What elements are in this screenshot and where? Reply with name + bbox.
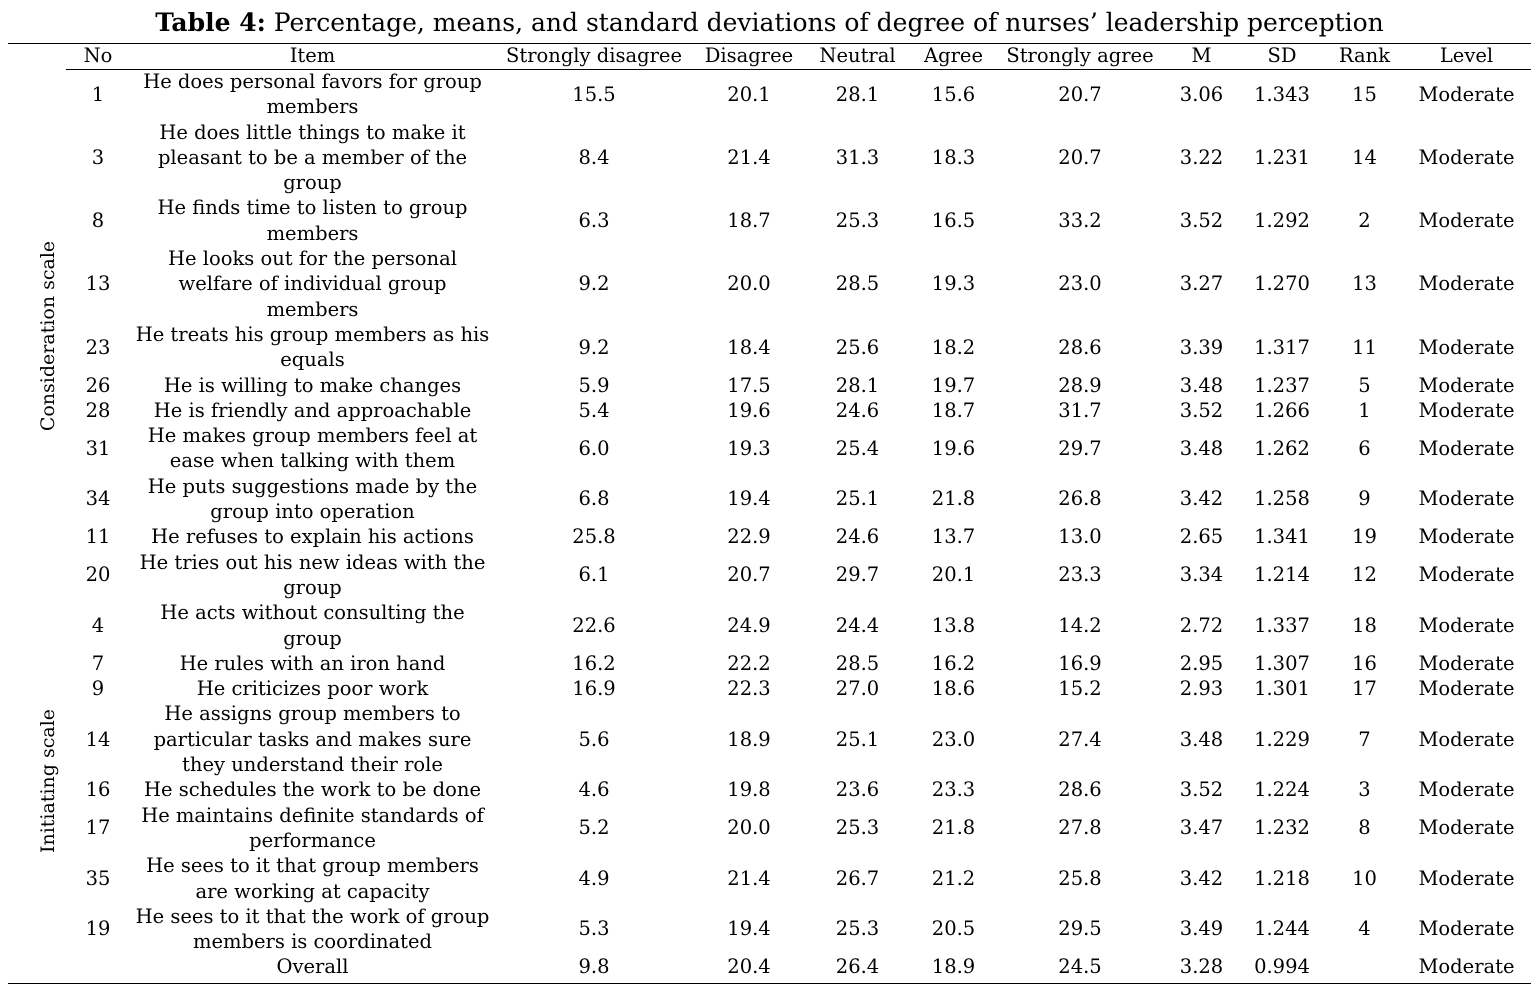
cell-sd: 1.232 xyxy=(1254,816,1310,840)
cell-no: 1 xyxy=(91,82,105,106)
cell-strongly-disagree: 6.8 xyxy=(578,487,610,511)
bottom-rule xyxy=(8,983,1531,984)
cell-mean: 2.93 xyxy=(1179,677,1224,701)
cell-agree: 21.8 xyxy=(931,487,976,511)
cell-strongly-disagree: 5.6 xyxy=(578,727,610,751)
cell-item: He is willing to make changes xyxy=(163,373,462,397)
cell-sd: 0.994 xyxy=(1254,955,1310,979)
cell-agree: 20.1 xyxy=(931,563,976,587)
cell-strongly-agree: 33.2 xyxy=(1058,209,1102,233)
cell-no: 20 xyxy=(85,563,111,587)
cell-mean: 3.06 xyxy=(1179,82,1224,106)
column-header-rank: Rank xyxy=(1338,44,1391,68)
cell-no: 17 xyxy=(85,816,111,840)
cell-item: Overall xyxy=(276,955,349,979)
cell-sd: 1.266 xyxy=(1254,398,1310,422)
cell-sd: 1.341 xyxy=(1254,525,1310,549)
table-row xyxy=(66,373,1528,398)
table-row xyxy=(66,423,1528,474)
cell-no: 34 xyxy=(85,487,111,511)
cell-rank: 19 xyxy=(1352,525,1377,549)
cell-disagree: 20.7 xyxy=(727,563,771,587)
cell-agree: 16.2 xyxy=(931,651,976,675)
cell-mean: 3.27 xyxy=(1179,272,1224,296)
cell-strongly-disagree: 16.2 xyxy=(572,651,616,675)
cell-disagree: 24.9 xyxy=(727,613,771,637)
column-header-no: No xyxy=(83,44,113,68)
cell-sd: 1.317 xyxy=(1254,335,1310,359)
cell-disagree: 18.9 xyxy=(727,727,771,751)
cell-sd: 1.244 xyxy=(1254,917,1310,941)
cell-rank: 13 xyxy=(1352,272,1377,296)
cell-no: 13 xyxy=(85,272,111,296)
cell-mean: 3.52 xyxy=(1179,778,1224,802)
cell-strongly-disagree: 5.2 xyxy=(578,816,610,840)
cell-sd: 1.343 xyxy=(1254,82,1310,106)
cell-mean: 3.42 xyxy=(1179,487,1224,511)
table-row xyxy=(66,474,1528,525)
cell-neutral: 26.7 xyxy=(835,866,880,890)
cell-mean: 3.52 xyxy=(1179,398,1224,422)
cell-strongly-agree: 28.6 xyxy=(1058,335,1102,359)
column-header-agree: Agree xyxy=(924,44,983,68)
cell-strongly-disagree: 9.2 xyxy=(578,272,610,296)
cell-strongly-disagree: 6.0 xyxy=(578,436,610,460)
cell-strongly-agree: 14.2 xyxy=(1058,613,1102,637)
cell-strongly-agree: 20.7 xyxy=(1058,145,1102,169)
cell-mean: 3.48 xyxy=(1179,436,1224,460)
cell-strongly-agree: 25.8 xyxy=(1058,866,1102,890)
cell-strongly-disagree: 4.9 xyxy=(578,866,610,890)
cell-neutral: 24.6 xyxy=(835,398,880,422)
table-row xyxy=(66,701,1528,777)
cell-rank: 18 xyxy=(1352,613,1377,637)
cell-agree: 18.9 xyxy=(931,955,976,979)
cell-level: Moderate xyxy=(1418,955,1515,979)
cell-agree: 18.3 xyxy=(931,145,976,169)
cell-neutral: 28.1 xyxy=(835,373,880,397)
cell-sd: 1.224 xyxy=(1254,778,1310,802)
header-row xyxy=(66,43,1528,69)
cell-level: Moderate xyxy=(1418,677,1515,701)
table-row xyxy=(66,777,1528,802)
cell-neutral: 24.6 xyxy=(835,525,880,549)
cell-strongly-agree: 29.5 xyxy=(1058,917,1102,941)
cell-rank: 10 xyxy=(1352,866,1377,890)
table-row xyxy=(66,853,1528,904)
cell-disagree: 19.3 xyxy=(727,436,771,460)
cell-level: Moderate xyxy=(1418,82,1515,106)
cell-item: He does personal favors for group members xyxy=(143,70,482,119)
cell-item: He puts suggestions made by the group into operation xyxy=(147,474,478,524)
cell-item: He criticizes poor work xyxy=(196,677,429,701)
cell-no: 23 xyxy=(85,335,111,359)
cell-no: 7 xyxy=(91,651,105,675)
cell-item: He maintains definite standards of performance xyxy=(141,803,484,852)
cell-rank: 16 xyxy=(1352,651,1377,675)
cell-strongly-disagree: 4.6 xyxy=(578,778,610,802)
cell-strongly-disagree: 5.9 xyxy=(578,373,610,397)
cell-mean: 3.34 xyxy=(1179,563,1224,587)
cell-strongly-disagree: 5.3 xyxy=(578,917,610,941)
cell-level: Moderate xyxy=(1418,525,1515,549)
cell-strongly-agree: 16.9 xyxy=(1058,651,1102,675)
cell-item: He treats his group members as his equals xyxy=(135,322,490,372)
cell-disagree: 18.4 xyxy=(727,335,771,359)
cell-level: Moderate xyxy=(1418,727,1515,751)
cell-agree: 23.3 xyxy=(931,778,976,802)
cell-sd: 1.258 xyxy=(1254,487,1310,511)
table-row xyxy=(66,322,1528,373)
table-caption-label: Table 4: xyxy=(155,8,266,37)
cell-rank: 3 xyxy=(1358,778,1371,802)
cell-mean: 3.28 xyxy=(1179,955,1224,979)
cell-sd: 1.231 xyxy=(1254,145,1310,169)
initiating-scale-label: Initiating scale xyxy=(37,708,59,854)
cell-strongly-disagree: 25.8 xyxy=(572,525,616,549)
cell-neutral: 25.4 xyxy=(835,436,880,460)
column-header-neutral: Neutral xyxy=(819,44,896,68)
cell-sd: 1.307 xyxy=(1254,651,1310,675)
column-header-mean: M xyxy=(1191,44,1212,68)
cell-strongly-disagree: 9.8 xyxy=(578,955,610,979)
cell-strongly-agree: 28.6 xyxy=(1058,778,1102,802)
cell-agree: 21.8 xyxy=(931,816,976,840)
cell-strongly-disagree: 22.6 xyxy=(572,613,616,637)
column-header-strongly-agree: Strongly agree xyxy=(1006,44,1154,68)
table-row xyxy=(66,246,1528,322)
cell-item: He schedules the work to be done xyxy=(143,778,481,802)
cell-disagree: 20.1 xyxy=(727,82,771,106)
cell-mean: 2.95 xyxy=(1179,651,1224,675)
cell-strongly-disagree: 6.1 xyxy=(578,563,610,587)
cell-disagree: 21.4 xyxy=(727,866,771,890)
cell-sd: 1.337 xyxy=(1254,613,1310,637)
cell-rank: 17 xyxy=(1352,677,1377,701)
cell-strongly-disagree: 15.5 xyxy=(572,82,616,106)
cell-no xyxy=(66,954,130,979)
cell-agree: 15.6 xyxy=(931,82,976,106)
cell-agree: 18.2 xyxy=(931,335,976,359)
cell-level: Moderate xyxy=(1418,563,1515,587)
cell-strongly-agree: 20.7 xyxy=(1058,82,1102,106)
cell-item: He rules with an iron hand xyxy=(179,651,446,675)
cell-neutral: 31.3 xyxy=(835,145,880,169)
cell-agree: 21.2 xyxy=(931,866,976,890)
cell-neutral: 25.3 xyxy=(835,917,880,941)
cell-no: 8 xyxy=(91,209,105,233)
cell-item: He does little things to make it pleasant to be a member of the group xyxy=(157,120,468,195)
cell-neutral: 25.6 xyxy=(835,335,880,359)
column-header-sd: SD xyxy=(1267,44,1297,68)
overall-row xyxy=(66,954,1528,979)
cell-item: He sees to it that group members are working at capacity xyxy=(146,854,479,903)
column-header-level: Level xyxy=(1439,44,1494,68)
table-row xyxy=(66,69,1528,120)
cell-agree: 18.7 xyxy=(931,398,976,422)
cell-neutral: 26.4 xyxy=(835,955,880,979)
table-row xyxy=(66,904,1528,955)
cell-agree: 16.5 xyxy=(931,209,976,233)
cell-agree: 13.7 xyxy=(931,525,976,549)
cell-rank: 1 xyxy=(1358,398,1371,422)
cell-disagree: 22.9 xyxy=(727,525,771,549)
cell-strongly-agree: 23.3 xyxy=(1058,563,1102,587)
cell-level: Moderate xyxy=(1418,651,1515,675)
column-header-disagree: Disagree xyxy=(704,44,794,68)
cell-mean: 3.49 xyxy=(1179,917,1224,941)
column-header-item: Item xyxy=(289,44,336,68)
cell-item: He makes group members feel at ease when talking with them xyxy=(147,424,478,473)
cell-no: 14 xyxy=(85,727,111,751)
cell-sd: 1.229 xyxy=(1254,727,1310,751)
cell-mean: 3.48 xyxy=(1179,727,1224,751)
cell-sd: 1.218 xyxy=(1254,866,1310,890)
cell-strongly-agree: 13.0 xyxy=(1058,525,1102,549)
cell-strongly-disagree: 5.4 xyxy=(578,398,610,422)
cell-level: Moderate xyxy=(1418,335,1515,359)
cell-neutral: 25.1 xyxy=(835,727,880,751)
cell-level: Moderate xyxy=(1418,373,1515,397)
cell-neutral: 28.5 xyxy=(835,651,880,675)
cell-mean: 3.42 xyxy=(1179,866,1224,890)
cell-level: Moderate xyxy=(1418,272,1515,296)
cell-agree: 19.6 xyxy=(931,436,976,460)
table-caption xyxy=(0,8,1539,38)
cell-item: He sees to it that the work of group members is coordinated xyxy=(135,904,490,954)
cell-item: He is friendly and approachable xyxy=(153,398,472,422)
cell-rank: 2 xyxy=(1358,209,1371,233)
cell-neutral: 29.7 xyxy=(835,563,880,587)
cell-disagree: 21.4 xyxy=(727,145,771,169)
cell-strongly-agree: 27.8 xyxy=(1058,816,1102,840)
column-header-strongly-disagree: Strongly disagree xyxy=(506,44,682,68)
cell-disagree: 20.4 xyxy=(727,955,771,979)
table-row xyxy=(66,398,1528,423)
table-row xyxy=(66,550,1528,601)
cell-strongly-agree: 28.9 xyxy=(1058,373,1102,397)
cell-neutral: 25.3 xyxy=(835,209,880,233)
cell-sd: 1.214 xyxy=(1254,563,1310,587)
cell-rank: 7 xyxy=(1358,727,1371,751)
cell-item: He tries out his new ideas with the group xyxy=(139,550,486,599)
cell-level: Moderate xyxy=(1418,917,1515,941)
cell-agree: 18.6 xyxy=(931,677,976,701)
cell-no: 16 xyxy=(85,778,111,802)
cell-agree: 19.7 xyxy=(931,373,976,397)
cell-disagree: 19.6 xyxy=(727,398,771,422)
table-row xyxy=(66,524,1528,549)
cell-neutral: 23.6 xyxy=(835,778,880,802)
cell-no: 11 xyxy=(85,525,111,549)
cell-strongly-agree: 26.8 xyxy=(1058,487,1102,511)
cell-level: Moderate xyxy=(1418,209,1515,233)
cell-strongly-agree: 24.5 xyxy=(1058,955,1102,979)
cell-strongly-disagree: 6.3 xyxy=(578,209,610,233)
leadership-perception-table xyxy=(66,43,1528,980)
table-row xyxy=(66,676,1528,701)
cell-no: 9 xyxy=(91,677,105,701)
cell-no: 26 xyxy=(85,373,111,397)
cell-sd: 1.301 xyxy=(1254,677,1310,701)
cell-no: 3 xyxy=(91,145,105,169)
cell-level: Moderate xyxy=(1418,436,1515,460)
cell-item: He looks out for the personal welfare of individual group members xyxy=(168,247,457,321)
cell-level: Moderate xyxy=(1418,778,1515,802)
cell-disagree: 22.3 xyxy=(727,677,771,701)
cell-rank: 11 xyxy=(1352,335,1377,359)
cell-no: 31 xyxy=(85,436,111,460)
cell-rank: 9 xyxy=(1358,487,1371,511)
cell-mean: 3.47 xyxy=(1179,816,1224,840)
cell-item: He acts without consulting the group xyxy=(160,601,465,650)
cell-level: Moderate xyxy=(1418,613,1515,637)
table-row xyxy=(66,600,1528,651)
cell-disagree: 19.8 xyxy=(727,778,771,802)
cell-rank: 4 xyxy=(1358,917,1371,941)
cell-mean: 2.72 xyxy=(1179,613,1224,637)
cell-rank: 5 xyxy=(1358,373,1371,397)
cell-agree: 19.3 xyxy=(931,272,976,296)
cell-strongly-agree: 15.2 xyxy=(1058,677,1102,701)
cell-strongly-agree: 23.0 xyxy=(1058,272,1102,296)
table-row xyxy=(66,803,1528,854)
cell-neutral: 25.1 xyxy=(835,487,880,511)
cell-mean: 3.52 xyxy=(1179,209,1224,233)
cell-rank: 15 xyxy=(1352,82,1377,106)
cell-item: He finds time to listen to group members xyxy=(157,196,468,245)
cell-strongly-agree: 27.4 xyxy=(1058,727,1102,751)
table-body xyxy=(66,69,1528,980)
cell-agree: 23.0 xyxy=(931,727,976,751)
cell-disagree: 19.4 xyxy=(727,487,771,511)
cell-no: 19 xyxy=(85,917,111,941)
cell-sd: 1.270 xyxy=(1254,272,1310,296)
consideration-scale-label: Consideration scale xyxy=(37,240,59,432)
cell-no: 4 xyxy=(91,613,105,637)
cell-strongly-disagree: 9.2 xyxy=(578,335,610,359)
cell-strongly-agree: 29.7 xyxy=(1058,436,1102,460)
cell-strongly-disagree: 8.4 xyxy=(578,145,610,169)
cell-disagree: 19.4 xyxy=(727,917,771,941)
cell-item: He refuses to explain his actions xyxy=(151,525,474,549)
table-caption-text: Percentage, means, and standard deviations of degree of nurses’ leadership perception xyxy=(265,8,1384,37)
cell-disagree: 17.5 xyxy=(727,373,771,397)
cell-rank: 8 xyxy=(1358,816,1371,840)
cell-neutral: 27.0 xyxy=(835,677,880,701)
cell-sd: 1.237 xyxy=(1254,373,1310,397)
cell-disagree: 20.0 xyxy=(727,272,771,296)
cell-no: 28 xyxy=(85,398,111,422)
cell-agree: 13.8 xyxy=(931,613,976,637)
cell-disagree: 18.7 xyxy=(727,209,771,233)
cell-rank: 14 xyxy=(1352,145,1377,169)
cell-disagree: 22.2 xyxy=(727,651,771,675)
table-row xyxy=(66,120,1528,196)
cell-level: Moderate xyxy=(1418,398,1515,422)
cell-neutral: 28.5 xyxy=(835,272,880,296)
cell-level: Moderate xyxy=(1418,145,1515,169)
table-row xyxy=(66,195,1528,246)
cell-strongly-agree: 31.7 xyxy=(1058,398,1102,422)
cell-agree: 20.5 xyxy=(931,917,976,941)
cell-level: Moderate xyxy=(1418,487,1515,511)
cell-mean: 3.48 xyxy=(1179,373,1224,397)
cell-neutral: 28.1 xyxy=(835,82,880,106)
cell-neutral: 25.3 xyxy=(835,816,880,840)
cell-level: Moderate xyxy=(1418,816,1515,840)
cell-rank: 12 xyxy=(1352,563,1377,587)
cell-mean: 3.22 xyxy=(1179,145,1224,169)
table-row xyxy=(66,651,1528,676)
cell-strongly-disagree: 16.9 xyxy=(572,677,616,701)
cell-disagree: 20.0 xyxy=(727,816,771,840)
cell-mean: 2.65 xyxy=(1179,525,1224,549)
cell-no: 35 xyxy=(85,866,111,890)
cell-level: Moderate xyxy=(1418,866,1515,890)
cell-sd: 1.292 xyxy=(1254,209,1310,233)
cell-rank xyxy=(1324,954,1405,979)
cell-rank: 6 xyxy=(1358,436,1371,460)
cell-mean: 3.39 xyxy=(1179,335,1224,359)
cell-sd: 1.262 xyxy=(1254,436,1310,460)
cell-neutral: 24.4 xyxy=(835,613,880,637)
cell-item: He assigns group members to particular tasks and makes sure they understand their role xyxy=(153,702,472,777)
